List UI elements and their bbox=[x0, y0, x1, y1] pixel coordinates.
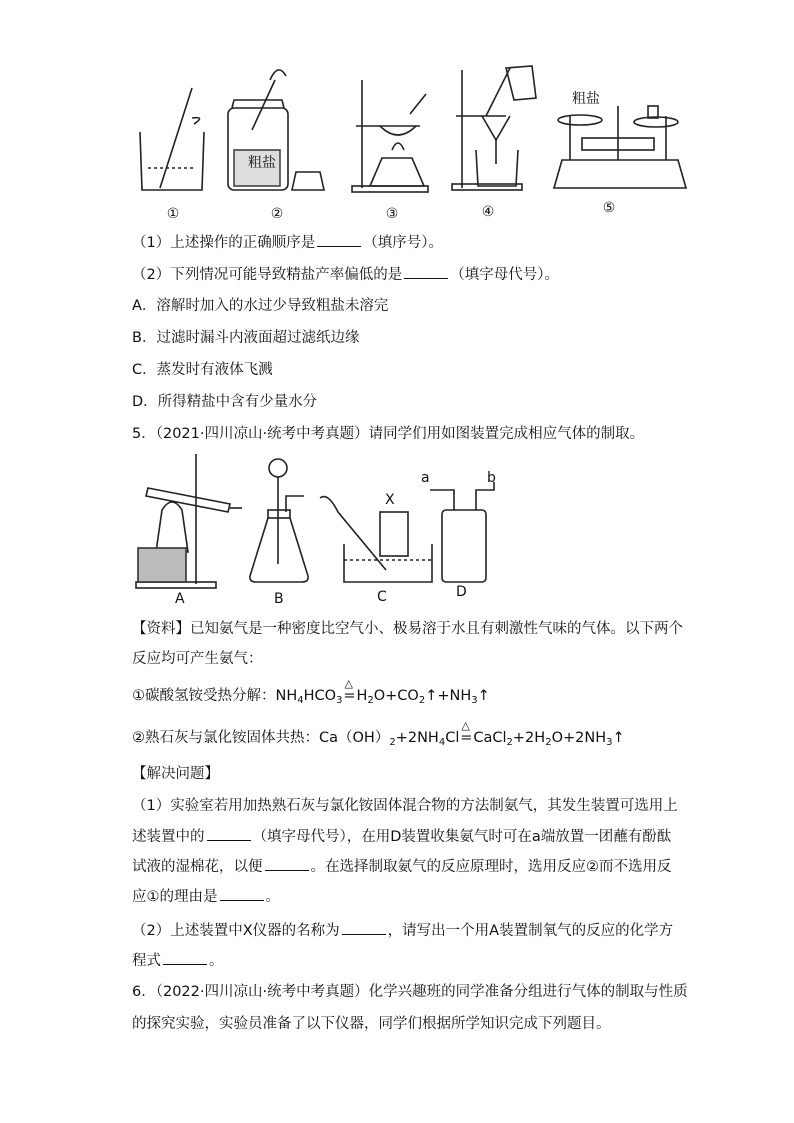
q6-line1: 6．（2022·四川凉山·统考中考真题）化学兴趣班的同学准备分组进行气体的制取与性质 bbox=[132, 984, 688, 1000]
info-line-2: 反应均可产生氨气： bbox=[132, 651, 263, 667]
figure-number-2: ② bbox=[270, 206, 284, 222]
label-a: a bbox=[421, 470, 430, 486]
figure-number-1: ① bbox=[166, 206, 180, 222]
apparatus-label-b: B bbox=[274, 591, 284, 607]
answer-blank[interactable] bbox=[220, 886, 264, 901]
q5-stem: 5．（2021·四川凉山·统考中考真题）请同学们用如图装置完成相应气体的制取。 bbox=[132, 426, 645, 442]
answer-blank[interactable] bbox=[207, 826, 251, 841]
solve-heading: 【解决问题】 bbox=[132, 766, 219, 782]
answer-blank[interactable] bbox=[265, 856, 309, 871]
q4-option-c: C．蒸发时有液体飞溅 bbox=[132, 362, 273, 378]
apparatus-label-a: A bbox=[175, 591, 185, 607]
s1-line1: （1）实验室若用加热熟石灰与氯化铵固体混合物的方法制氨气，其发生装置可选用上 bbox=[132, 798, 678, 814]
label-x: X bbox=[385, 492, 395, 508]
apparatus-label-d: D bbox=[456, 584, 467, 600]
reaction-1: ①碳酸氢铵受热分解：$NH_4HCO_3$ △ $=H_2O+CO_2↑+NH_3↑$ bbox=[132, 677, 490, 706]
answer-blank[interactable] bbox=[342, 920, 386, 935]
salt-purification-figure bbox=[130, 60, 690, 200]
info-line-1: 【资料】已知氨气是一种密度比空气小、极易溶于水且有刺激性气味的气体。以下两个 bbox=[132, 621, 683, 637]
figure-number-4: ④ bbox=[481, 204, 495, 220]
coarse-salt-label-bottle: 粗盐 bbox=[248, 155, 276, 171]
heat-equals-sign: △ = bbox=[343, 677, 356, 704]
s1-line2: 述装置中的 （填字母代号），在用D装置收集氨气时可在a端放置一团蘸有酚酞 bbox=[132, 826, 671, 847]
q4-part1: （1）上述操作的正确顺序是 （填序号）。 bbox=[132, 232, 443, 253]
answer-blank[interactable] bbox=[404, 264, 448, 279]
s1-line3: 试液的湿棉花，以便 。在选择制取氨气的反应原理时，选用反应②而不选用反 bbox=[132, 856, 672, 877]
q4-option-b: B．过滤时漏斗内液面超过滤纸边缘 bbox=[132, 330, 360, 346]
figure-number-5: ⑤ bbox=[602, 200, 616, 216]
apparatus-label-c: C bbox=[377, 589, 387, 605]
figure-number-3: ③ bbox=[385, 206, 399, 222]
reaction-2: ②熟石灰与氯化铵固体共热：$Ca(OH)_2+2NH_4Cl$ △ $=CaCl_2+2H_2O+2NH_3↑$ bbox=[132, 719, 625, 748]
label-b: b bbox=[487, 470, 496, 486]
gas-apparatus-figure bbox=[132, 452, 512, 592]
coarse-salt-label-balance: 粗盐 bbox=[572, 91, 600, 107]
s2-line2: 程式 。 bbox=[132, 950, 224, 971]
q6-line2: 的探究实验，实验员准备了以下仪器，同学们根据所学知识完成下列题目。 bbox=[132, 1016, 611, 1032]
s1-line4: 应①的理由是 。 bbox=[132, 886, 280, 907]
s2-line1: （2）上述装置中X仪器的名称为 ，请写出一个用A装置制氧气的反应的化学方 bbox=[132, 920, 673, 941]
gas-apparatus-drawing bbox=[132, 452, 512, 592]
q4-part2: （2）下列情况可能导致精盐产率偏低的是 （填字母代号）。 bbox=[132, 264, 559, 285]
heat-equals-sign: △ = bbox=[460, 719, 473, 746]
answer-blank[interactable] bbox=[163, 950, 207, 965]
q4-option-a: A．溶解时加入的水过少导致粗盐未溶完 bbox=[132, 298, 389, 314]
answer-blank[interactable] bbox=[317, 232, 361, 247]
q4-option-d: D．所得精盐中含有少量水分 bbox=[132, 394, 318, 410]
apparatus-drawing bbox=[130, 60, 690, 200]
